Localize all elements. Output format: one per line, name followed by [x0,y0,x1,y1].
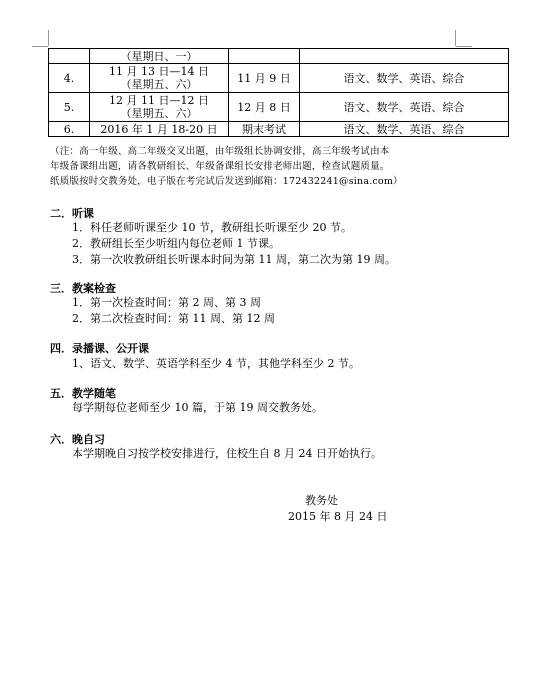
subjects: 语文、数学、英语、综合 [300,93,509,122]
list-item: 1．科任老师听课至少 10 节，教研组长听课至少 20 节。 [72,221,352,234]
crop-mark-left [48,30,49,46]
table-row [49,49,509,64]
list-item: 1、语文、数学、英语学科至少 4 节，其他学科至少 2 节。 [72,357,360,370]
subjects [300,49,509,64]
list-item: 2．第二次检查时间：第 11 周、第 12 周 [72,312,275,325]
footnote [50,144,490,189]
row-number: 4. [49,64,90,93]
deadline [229,49,300,64]
crop-mark-right [455,30,456,46]
section-heading: 三．教案检查 [50,282,116,295]
signature-office: 教务处 [305,494,338,507]
footnote-line: （注：高一年级、高二年级交叉出题，由年级组长协调安排，高三年级考试由本 [50,146,390,157]
row-number [49,49,90,64]
footnote-line: 纸质版按时交教务处，电子版在考完试后发送到邮箱：172432241@sina.com） [50,176,403,187]
section-heading: 六．晚自习 [50,433,105,446]
list-item: 1．第一次检查时间：第 2 周、第 3 周 [72,296,261,309]
list-item: 本学期晚自习按学校安排进行，住校生自 8 月 24 日开始执行。 [72,447,382,460]
subjects: 语文、数学、英语、综合 [300,122,509,137]
exam-date: 12 月 11 日—12 日 （星期五、六） [90,93,229,122]
list-item: 每学期每位老师至少 10 篇，于第 19 周交教务处。 [72,401,323,414]
table-row [49,64,509,93]
crop-mark-left-h [32,46,48,47]
exam-date: 11 月 13 日—14 日 （星期五、六） [90,64,229,93]
deadline: 期末考试 [229,122,300,137]
exam-date: 2016 年 1 月 18-20 日 [90,122,229,137]
table-row [49,122,509,137]
list-item: 2．教研组长至少听组内每位老师 1 节课。 [72,237,280,250]
section-heading: 四．录播课、公开课 [50,342,149,355]
list-item: 3．第一次收教研组长听课本时间为第 11 周，第二次为第 19 周。 [72,253,396,266]
row-number: 5. [49,93,90,122]
deadline: 12 月 8 日 [229,93,300,122]
exam-date: （星期日、一） [90,49,229,64]
section-heading: 五．教学随笔 [50,387,116,400]
footnote-line: 年级备课组出题，请各教研组长、年级备课组长安排老师出题，检查试题质量。 [50,161,390,172]
subjects: 语文、数学、英语、综合 [300,64,509,93]
exam-schedule-table [48,48,509,137]
section-heading: 二．听课 [50,207,94,220]
deadline: 11 月 9 日 [229,64,300,93]
table-row [49,93,509,122]
row-number: 6. [49,122,90,137]
crop-mark-right-h [456,46,472,47]
signature-date: 2015 年 8 月 24 日 [288,510,388,523]
